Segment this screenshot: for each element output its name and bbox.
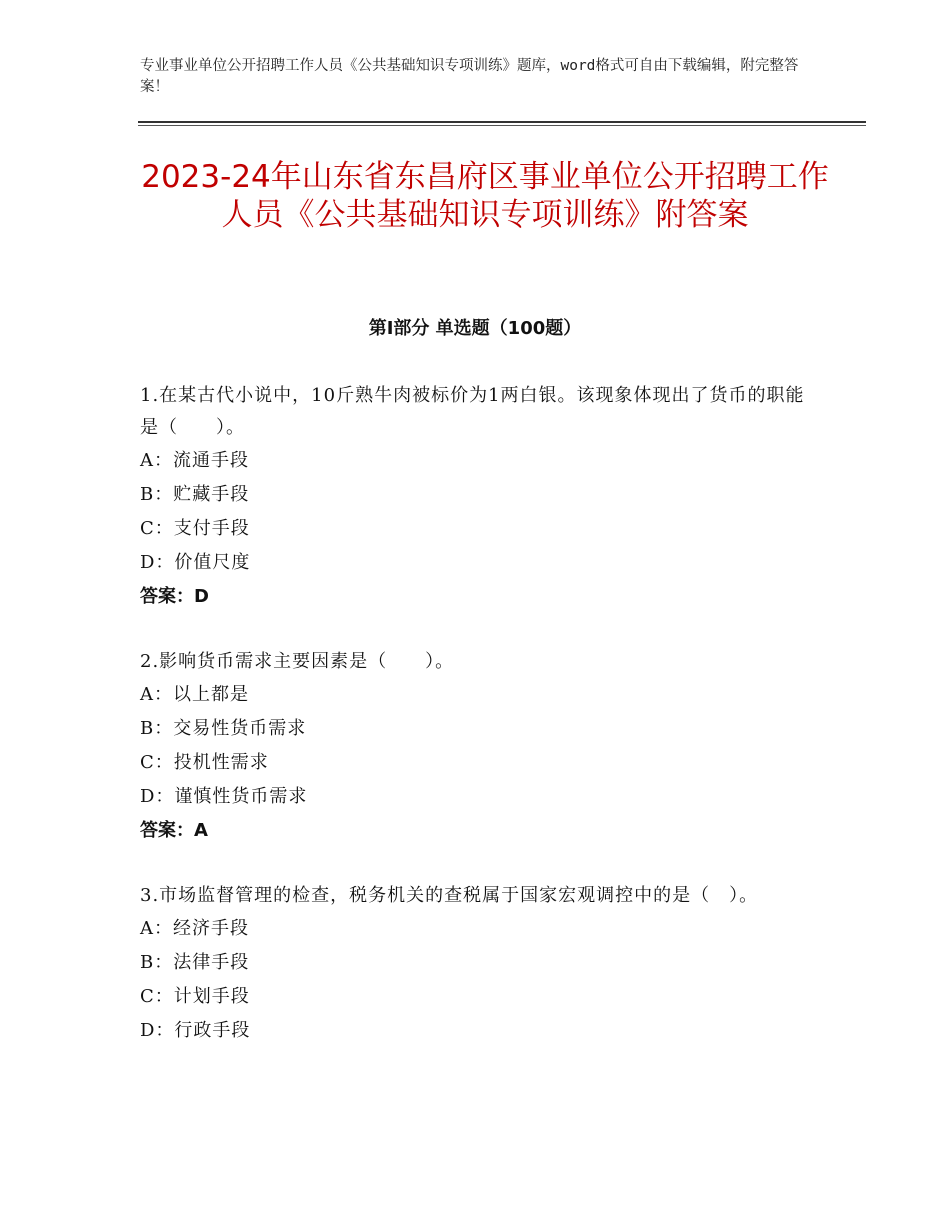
- option-c: C：投机性需求: [140, 752, 269, 773]
- option-a: A：经济手段: [140, 918, 249, 939]
- header-divider-thin: [138, 125, 866, 126]
- option-b: B：交易性货币需求: [140, 718, 307, 739]
- option-a: A：流通手段: [140, 450, 249, 471]
- question-stem: 3.市场监督管理的检查，税务机关的查税属于国家宏观调控中的是（ ）。: [140, 885, 759, 906]
- answer-line: 答案：D: [140, 586, 209, 607]
- option-b: B：贮藏手段: [140, 484, 250, 505]
- answer-line: 答案：A: [140, 820, 208, 841]
- question-1: [140, 380, 810, 614]
- option-d: D：价值尺度: [140, 552, 251, 573]
- option-c: C：计划手段: [140, 986, 250, 1007]
- section-heading: 第Ⅰ部分 单选题（100题）: [368, 318, 582, 339]
- question-stem: 1.在某古代小说中，10斤熟牛肉被标价为1两白银。该现象体现出了货币的职能是（ ）。: [140, 385, 805, 438]
- option-d: D：谨慎性货币需求: [140, 786, 308, 807]
- question-stem: 2.影响货币需求主要因素是（ ）。: [140, 651, 455, 672]
- header-note: 专业事业单位公开招聘工作人员《公共基础知识专项训练》题库，word格式可自由下载编辑，附完整答案！: [140, 58, 799, 95]
- question-3: [140, 880, 810, 1048]
- option-a: A：以上都是: [140, 684, 249, 705]
- header-divider: [138, 121, 866, 123]
- document-title: 2023-24年山东省东昌府区事业单位公开招聘工作人员《公共基础知识专项训练》附答案: [141, 159, 829, 233]
- option-b: B：法律手段: [140, 952, 250, 973]
- option-c: C：支付手段: [140, 518, 250, 539]
- question-list: [140, 380, 810, 1080]
- option-d: D：行政手段: [140, 1020, 251, 1041]
- question-2: [140, 646, 810, 848]
